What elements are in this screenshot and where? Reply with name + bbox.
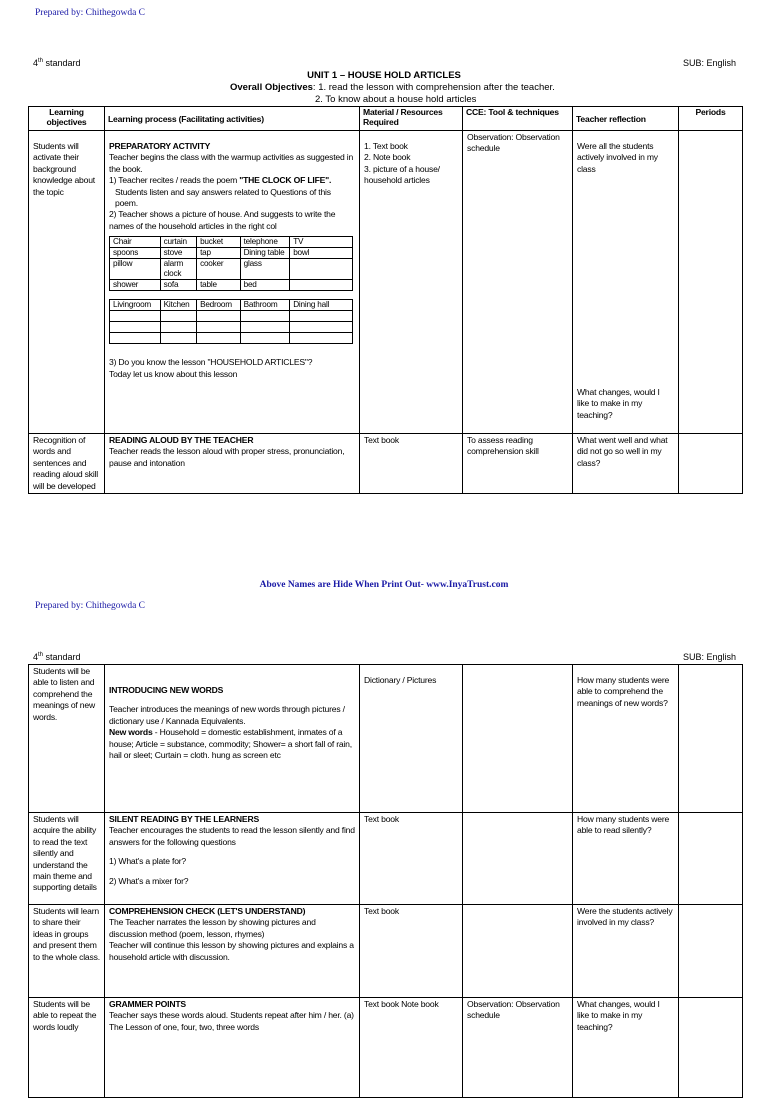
- article-cell: sofa: [160, 280, 196, 291]
- row2-periods: [679, 434, 743, 494]
- row-material: Dictionary / Pictures: [360, 665, 463, 813]
- row1-material: [360, 131, 463, 434]
- prepared-by-page2: Prepared by: Chithegowda C: [35, 601, 146, 611]
- blank-cell: [160, 333, 196, 344]
- row2-objective: Recognition of words and sentences and reading aloud skill will be developed: [29, 434, 105, 494]
- row-reflection: What changes, would I like to make in my teaching?: [573, 998, 679, 1098]
- lesson-plan-table-1: [28, 106, 743, 494]
- article-cell: curtain: [160, 237, 196, 248]
- row1-periods: [679, 131, 743, 434]
- articles-table: [109, 236, 353, 291]
- row1-objective: Students will activate their background knowledge about the topic: [29, 131, 105, 434]
- header-material: Material / Resources Required: [360, 107, 463, 131]
- row-line: Teacher says these words aloud. Students repeat after him / her. (a) The Lesson of one, four, two, three words: [109, 1010, 354, 1032]
- article-cell: spoons: [110, 248, 161, 259]
- row2-reflection: What went well and what did not go so well in my class?: [573, 434, 679, 494]
- article-cell: tap: [197, 248, 241, 259]
- table-row: [29, 905, 743, 998]
- table-row: [29, 131, 743, 434]
- row-periods: [679, 998, 743, 1098]
- row1-reflection: [573, 131, 679, 434]
- row-process: [105, 665, 360, 813]
- row-material: Text book Note book: [360, 998, 463, 1098]
- row-objective: Students will be able to listen and comprehend the meanings of new words.: [29, 665, 105, 813]
- prepared-by: Prepared by: Chithegowda C: [35, 8, 146, 18]
- rooms-header-row: [110, 300, 353, 311]
- header-teacher-reflection: Teacher reflection: [573, 107, 679, 131]
- row-objective: Students will learn to share their ideas in groups and present them to the whole class.: [29, 905, 105, 998]
- blank-cell: [197, 322, 241, 333]
- article-cell: pillow: [110, 259, 161, 280]
- row1-line3: Students listen and say answers related to Questions of this poem.: [115, 186, 331, 209]
- blank-cell: [160, 322, 196, 333]
- header-periods: Periods: [679, 107, 743, 131]
- article-cell: bed: [240, 280, 290, 291]
- blank-cell: [110, 322, 161, 333]
- row-process: [105, 813, 360, 905]
- row1-line5: 3) Do you know the lesson "HOUSEHOLD ARTICLES"?: [109, 357, 313, 368]
- row1-line4: 2) Teacher shows a picture of house. And suggests to write the names of the household articles in the right col: [109, 209, 336, 231]
- row2-heading: READING ALOUD BY THE TEACHER: [109, 435, 254, 445]
- row-line: 1) What's a plate for?: [109, 856, 187, 867]
- row-cce: [463, 665, 573, 813]
- row-periods: [679, 905, 743, 998]
- blank-cell: [290, 333, 353, 344]
- table-row: [29, 998, 743, 1098]
- article-cell: table: [197, 280, 241, 291]
- rooms-blank-row: [110, 333, 353, 344]
- blank-cell: [197, 311, 241, 322]
- row-line: Teacher encourages the students to read the lesson silently and find answers for the following questions: [109, 825, 355, 847]
- row1-heading: PREPARATORY ACTIVITY: [109, 141, 211, 151]
- row2-cce: To assess reading comprehension skill: [463, 434, 573, 494]
- objective-1: Overall Objectives: 1. read the lesson with comprehension after the teacher.: [230, 82, 555, 93]
- row-objective: Students will be able to repeat the words loudly: [29, 998, 105, 1098]
- row2-text: Teacher reads the lesson aloud with proper stress, pronunciation, pause and intonation: [109, 446, 345, 468]
- material-item: 2. Note book: [364, 152, 411, 163]
- room-cell: Livingroom: [110, 300, 161, 311]
- row-heading: GRAMMER POINTS: [109, 999, 186, 1009]
- row-reflection: How many students were able to read silently?: [573, 813, 679, 905]
- row1-line6: Today let us know about this lesson: [109, 368, 238, 379]
- blank-cell: [197, 333, 241, 344]
- row-cce: Observation: Observation schedule: [463, 998, 573, 1098]
- row-material: Text book: [360, 813, 463, 905]
- print-note-footer: Above Names are Hide When Print Out- www.InyaTrust.com: [259, 580, 509, 590]
- lesson-plan-table-2: [28, 664, 743, 1098]
- rooms-table: [109, 299, 353, 344]
- row-periods: [679, 665, 743, 813]
- row1-line2: 1) Teacher recites / reads the poem "THE CLOCK OF LIFE".: [109, 175, 332, 186]
- row2-process: [105, 434, 360, 494]
- row-material: Text book: [360, 905, 463, 998]
- blank-cell: [240, 311, 290, 322]
- article-cell: alarm clock: [160, 259, 196, 280]
- article-cell: Dining table: [240, 248, 290, 259]
- row-line: Teacher introduces the meanings of new words through pictures / dictionary use / Kannada Equivalents.: [109, 704, 345, 726]
- rooms-blank-row: [110, 322, 353, 333]
- material-item: 1. Text book: [364, 141, 408, 151]
- articles-row: [110, 259, 353, 280]
- row1-process: [105, 131, 360, 434]
- new-words: New words - Household = domestic establishment, inmates of a house; Article = substance, commodity; Shower= a short fall of rain, hail or sleet; Curtain = cloth. hung as screen etc: [109, 727, 352, 761]
- row2-material: Text book: [360, 434, 463, 494]
- room-cell: Dining hall: [290, 300, 353, 311]
- article-cell: cooker: [197, 259, 241, 280]
- row-line: The Teacher narrates the lesson by showing pictures and discussion method (poem, lesson, rhymes): [109, 917, 316, 939]
- header-cce: CCE: Tool & techniques: [463, 107, 573, 131]
- row-periods: [679, 813, 743, 905]
- row-process: [105, 905, 360, 998]
- header-learning-process: Learning process (Facilitating activities): [105, 107, 360, 131]
- row-line: 2) What's a mixer for?: [109, 875, 189, 886]
- reflection-bottom: What changes, would I like to make in my teaching?: [577, 387, 660, 420]
- article-cell: stove: [160, 248, 196, 259]
- table-row: [29, 665, 743, 813]
- row-heading: COMPREHENSION CHECK (LET'S UNDERSTAND): [109, 906, 306, 916]
- room-cell: Bathroom: [240, 300, 290, 311]
- blank-cell: [110, 311, 161, 322]
- table-header-row: [29, 107, 743, 131]
- row-process: [105, 998, 360, 1098]
- blank-cell: [290, 311, 353, 322]
- article-cell: shower: [110, 280, 161, 291]
- row-heading: SILENT READING BY THE LEARNERS: [109, 814, 259, 824]
- standard-label-page2: 4th standard: [33, 652, 81, 662]
- article-cell: [290, 259, 353, 280]
- row1-line1: Teacher begins the class with the warmup activities as suggested in the book.: [109, 152, 354, 174]
- article-cell: bucket: [197, 237, 241, 248]
- row1-cce: Observation: Observation schedule: [463, 131, 573, 434]
- objective-2: 2. To know about a house hold articles: [315, 94, 477, 105]
- material-item: 3. picture of a house/ household articles: [364, 163, 440, 186]
- subject-label: SUB: English: [683, 58, 737, 68]
- rooms-blank-row: [110, 311, 353, 322]
- blank-cell: [160, 311, 196, 322]
- blank-cell: [110, 333, 161, 344]
- table-row: [29, 434, 743, 494]
- row-line: Teacher will continue this lesson by showing pictures and explains a household article with discussion.: [109, 940, 354, 962]
- articles-row: [110, 280, 353, 291]
- reflection-top: Were all the students actively involved in my class: [577, 141, 658, 174]
- row-heading: INTRODUCING NEW WORDS: [109, 685, 224, 695]
- standard-label: 4th standard: [33, 58, 81, 68]
- article-cell: Chair: [110, 237, 161, 248]
- unit-title: UNIT 1 – HOUSE HOLD ARTICLES: [307, 70, 461, 81]
- article-cell: TV: [290, 237, 353, 248]
- article-cell: telephone: [240, 237, 290, 248]
- row-cce: [463, 905, 573, 998]
- room-cell: Kitchen: [160, 300, 196, 311]
- article-cell: [290, 280, 353, 291]
- room-cell: Bedroom: [197, 300, 241, 311]
- articles-row: [110, 248, 353, 259]
- subject-label-page2: SUB: English: [683, 652, 737, 662]
- row-cce: [463, 813, 573, 905]
- articles-row: [110, 237, 353, 248]
- table-row: [29, 813, 743, 905]
- header-learning-objectives: Learning objectives: [29, 107, 105, 131]
- blank-cell: [290, 322, 353, 333]
- blank-cell: [240, 333, 290, 344]
- blank-cell: [240, 322, 290, 333]
- row-reflection: Were the students actively involved in my class?: [573, 905, 679, 998]
- article-cell: glass: [240, 259, 290, 280]
- article-cell: bowl: [290, 248, 353, 259]
- row-objective: Students will acquire the ability to read the text silently and understand the main theme and supporting details: [29, 813, 105, 905]
- row-reflection: How many students were able to comprehend the meanings of new words?: [573, 665, 679, 813]
